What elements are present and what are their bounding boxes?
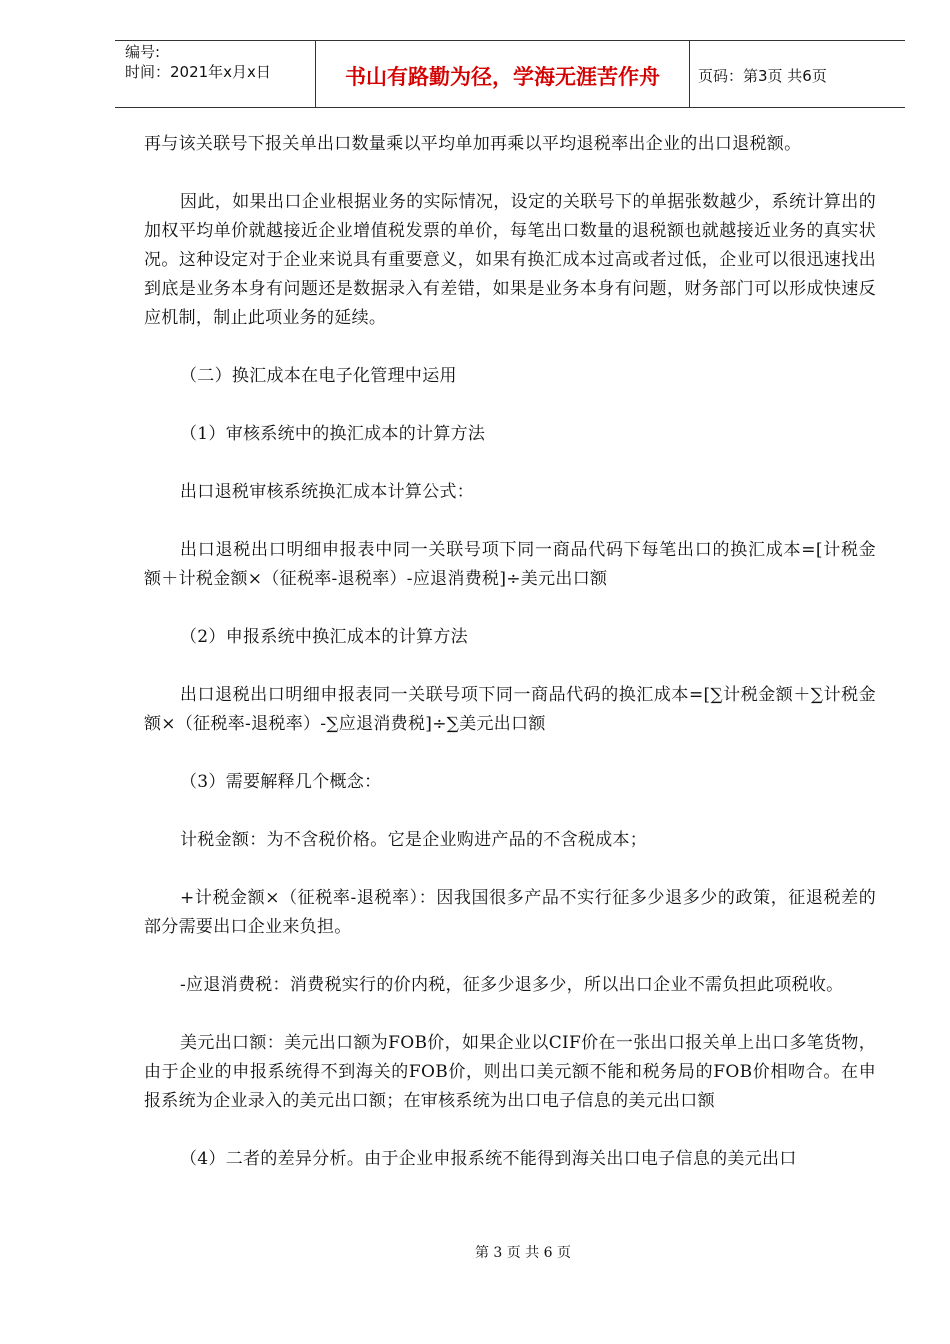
definition-paragraph: +计税金额×（征税率-退税率）：因我国很多产品不实行征多少退多少的政策，征退税差的部分需要出口企业来负担。 (144, 888, 876, 937)
definition-paragraph: 美元出口额：美元出口额为FOB价，如果企业以CIF价在一张出口报关单上出口多笔货物，由于企业的申报系统得不到海关的FOB价，则出口美元额不能和税务局的FOB价相吻合。在申报系统为企业录入的美元出口额；在审核系统为出口电子信息的美元出口额 (144, 1033, 876, 1111)
subsection-heading: （3）需要解释几个概念： (180, 772, 382, 792)
paragraph-body: 因此，如果出口企业根据业务的实际情况，设定的关联号下的单据张数越少，系统计算出的加权平均单价就越接近企业增值税发票的单价，每笔出口数量的退税额也就越接近业务的真实状况。这种设定对于企业来说具有重要意义，如果有换汇成本过高或者过低，企业可以很迅速找出到底是业务本身有问题还是数据录入有差错，如果是业务本身有问题，财务部门可以形成快速反应机制，制止此项业务的延续。 (144, 192, 876, 328)
document-time-label: 时间：2021年x月x日 (125, 63, 271, 81)
header-page-number: 页码：第3页 共6页 (698, 67, 827, 85)
subsection-heading: （2）申报系统中换汇成本的计算方法 (180, 627, 468, 647)
paragraph-continuation: 再与该关联号下报关单出口数量乘以平均单加再乘以平均退税率出企业的出口退税额。 (144, 134, 802, 154)
header-page-cell (690, 41, 905, 107)
header-motto-cell (316, 41, 690, 107)
formula-paragraph: 出口退税出口明细申报表同一关联号项下同一商品代码的换汇成本=[∑计税金额＋∑计税金额×（征税率-退税率）-∑应退消费税]÷∑美元出口额 (144, 685, 876, 734)
header-meta-cell (115, 41, 316, 107)
section-heading: （二）换汇成本在电子化管理中运用 (180, 366, 457, 386)
page-header (115, 40, 905, 108)
formula-paragraph: 出口退税出口明细申报表中同一关联号项下同一商品代码下每笔出口的换汇成本=[计税金额＋计税金额×（征税率-退税率）-应退消费税]÷美元出口额 (144, 540, 876, 589)
document-code-label: 编号: (125, 43, 161, 61)
definition-paragraph: 计税金额：为不含税价格。它是企业购进产品的不含税成本； (180, 830, 648, 850)
paragraph-body: 出口退税审核系统换汇成本计算公式： (180, 482, 475, 502)
document-body (144, 130, 876, 1174)
page-footer: 第 3 页 共 6 页 (474, 1245, 572, 1261)
header-motto: 书山有路勤为径，学海无涯苦作舟 (345, 65, 660, 89)
definition-paragraph: -应退消费税：消费税实行的价内税，征多少退多少，所以出口企业不需负担此项税收。 (180, 975, 844, 995)
subsection-heading: （4）二者的差异分析。由于企业申报系统不能得到海关出口电子信息的美元出口 (180, 1149, 797, 1169)
subsection-heading: （1）审核系统中的换汇成本的计算方法 (180, 424, 486, 444)
